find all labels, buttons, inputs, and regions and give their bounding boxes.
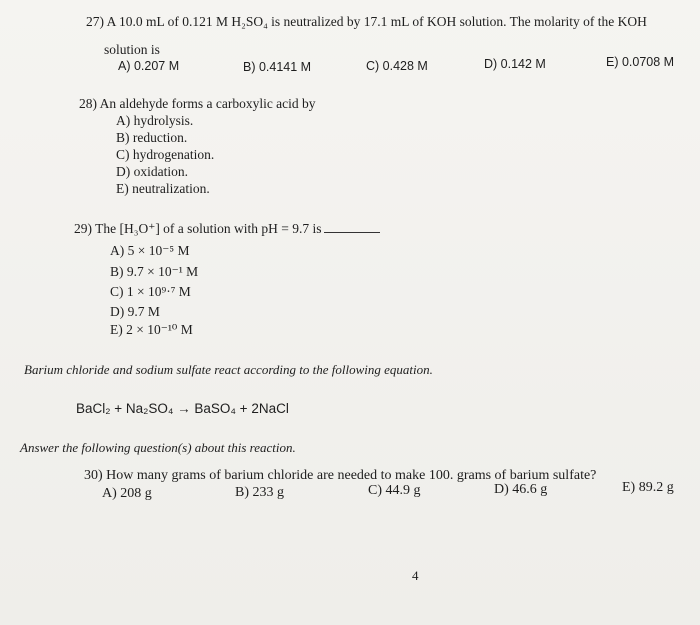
reaction-instruction: Answer the following question(s) about this reaction. (20, 440, 296, 455)
q28-option-b: B) reduction. (116, 130, 188, 145)
q30-option-d: D) 46.6 g (494, 482, 548, 497)
q27-option-b: B) 0.4141 M (243, 60, 312, 74)
q27-stem-line2: solution is (104, 42, 160, 57)
q28-option-c: C) hydrogenation. (116, 147, 215, 162)
q30-option-e: E) 89.2 g (622, 480, 674, 495)
q30-stem: 30) How many grams of barium chloride are needed to make 100. grams of barium sulfate? (84, 468, 597, 483)
q27-option-a: A) 0.207 M (118, 59, 180, 73)
q29-option-c: C) 1 × 10⁹·⁷ M (110, 284, 191, 299)
q29-option-e: E) 2 × 10⁻¹⁰ M (110, 322, 193, 337)
q28-option-a: A) hydrolysis. (116, 113, 194, 128)
q29-option-a: A) 5 × 10⁻⁵ M (110, 243, 190, 258)
reaction-intro: Barium chloride and sodium sulfate react according to the following equation. (24, 362, 433, 377)
q29-answer-blank (324, 232, 380, 233)
q28-stem: 28) An aldehyde forms a carboxylic acid by (79, 96, 316, 111)
q27-stem-line1: 27) A 10.0 mL of 0.121 M H₂SO₄ is neutralized by 17.1 mL of KOH solution. The molarity of the KOH (86, 14, 647, 29)
q29-option-b: B) 9.7 × 10⁻¹ M (110, 264, 199, 279)
q27-option-d: D) 0.142 M (484, 57, 546, 71)
q29-option-d: D) 9.7 M (110, 304, 160, 319)
q27-option-e: E) 0.0708 M (606, 55, 675, 69)
q28-option-d: D) oxidation. (116, 164, 188, 179)
q29-stem: 29) The [H₃O⁺] of a solution with pH = 9.7 is (74, 221, 322, 236)
q30-option-a: A) 208 g (102, 486, 152, 501)
reaction-equation: BaCl₂ + Na₂SO₄ → BaSO₄ + 2NaCl (76, 401, 289, 416)
q28-option-e: E) neutralization. (116, 181, 210, 196)
q30-option-b: B) 233 g (235, 485, 284, 500)
q30-option-c: C) 44.9 g (368, 483, 421, 498)
page-number: 4 (412, 568, 419, 583)
q27-option-c: C) 0.428 M (366, 59, 428, 73)
